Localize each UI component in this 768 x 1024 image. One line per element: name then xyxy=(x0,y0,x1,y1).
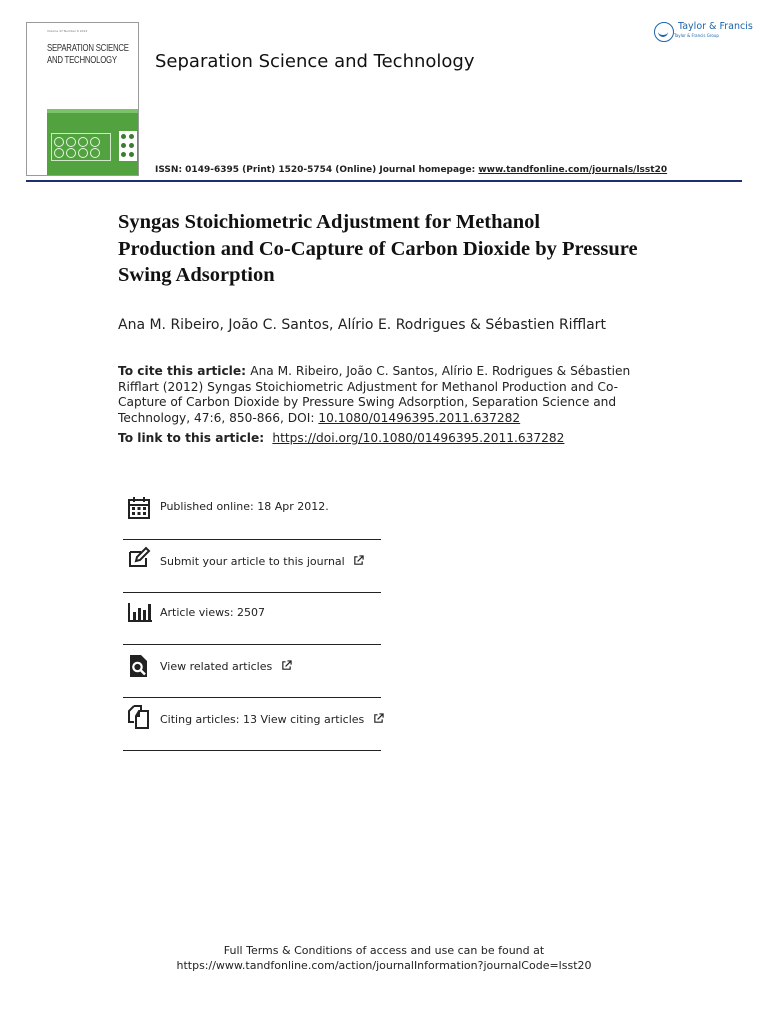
citing-articles-item[interactable] xyxy=(123,698,381,751)
external-link-icon xyxy=(281,660,292,671)
article-link-label: To link to this article: xyxy=(118,431,269,445)
edit-icon xyxy=(127,546,151,570)
publisher-logo[interactable] xyxy=(654,22,753,42)
cover-title-line-2: AND TECHNOLOGY xyxy=(47,55,117,66)
submit-article-label: Submit your article to this journal xyxy=(160,555,345,568)
article-views-text: Article views: 2507 xyxy=(160,606,266,619)
published-online-text: Published online: 18 Apr 2012. xyxy=(160,500,329,513)
submit-article-text xyxy=(160,555,364,568)
external-link-icon xyxy=(373,713,384,724)
issn-text: ISSN: 0149-6395 (Print) 1520-5754 (Online) Journal homepage: xyxy=(155,165,479,175)
citing-articles-label: Citing articles: 13 View citing articles xyxy=(160,713,365,726)
footer-line-1: Full Terms & Conditions of access and use can be found at xyxy=(223,944,545,957)
footer-terms-url[interactable]: https://www.tandfonline.com/action/journalInformation?journalCode=lsst20 xyxy=(176,959,592,972)
taylor-francis-icon xyxy=(654,22,674,42)
external-link-icon xyxy=(353,555,364,566)
article-views-item xyxy=(123,592,381,645)
calendar-icon xyxy=(127,496,151,520)
citation-label: To cite this article: xyxy=(118,364,251,378)
submit-article-item[interactable] xyxy=(123,540,381,593)
journal-homepage-link[interactable]: www.tandfonline.com/journals/lsst20 xyxy=(478,165,668,175)
journal-name: Separation Science and Technology xyxy=(155,51,475,72)
citing-icon xyxy=(127,705,151,729)
issn-line xyxy=(155,165,667,175)
terms-footer xyxy=(0,943,768,973)
cover-title xyxy=(47,43,129,67)
article-authors: Ana M. Ribeiro, João C. Santos, Alírio E. Rodrigues & Sébastien Rifflart xyxy=(118,317,606,333)
publisher-name: Taylor & Francis xyxy=(678,21,753,32)
citation-block xyxy=(118,364,654,426)
cover-dots-art xyxy=(119,131,137,161)
article-doi-url[interactable]: https://doi.org/10.1080/01496395.2011.637282 xyxy=(272,431,565,445)
search-document-icon xyxy=(127,654,151,678)
cover-band-line xyxy=(47,109,138,113)
article-title: Syngas Stoichiometric Adjustment for Methanol Production and Co-Capture of Carbon Dioxide by Pressure Swing Adsorption xyxy=(118,211,638,286)
publisher-group: Taylor & Francis Group xyxy=(674,33,719,38)
article-link-line xyxy=(118,431,564,445)
published-online-item xyxy=(123,487,381,540)
header-divider xyxy=(26,180,742,182)
related-articles-item[interactable] xyxy=(123,645,381,698)
citation-doi-link[interactable]: 10.1080/01496395.2011.637282 xyxy=(318,410,521,425)
related-articles-text xyxy=(160,660,292,673)
cover-grid-art xyxy=(51,133,111,161)
bar-chart-icon xyxy=(127,600,153,624)
related-articles-label: View related articles xyxy=(160,660,273,673)
cover-left-strip xyxy=(27,23,47,175)
citing-articles-text xyxy=(160,713,384,726)
citation-text: Ana M. Ribeiro, João C. Santos, Alírio E. Rodrigues & Sébastien Rifflart (2012) Syngas Stoichiometric Adjustment for Methanol Production and Co-Capture of Carbon Dioxide by Pressure Swing Adsorption, Separation Science and Technology, 47:6, 850-866, DOI: xyxy=(118,364,631,425)
journal-cover-image xyxy=(26,22,139,176)
cover-issue-text: Volume 47 Number 6 2012 xyxy=(47,29,88,33)
cover-title-line-1: SEPARATION SCIENCE xyxy=(47,43,129,54)
